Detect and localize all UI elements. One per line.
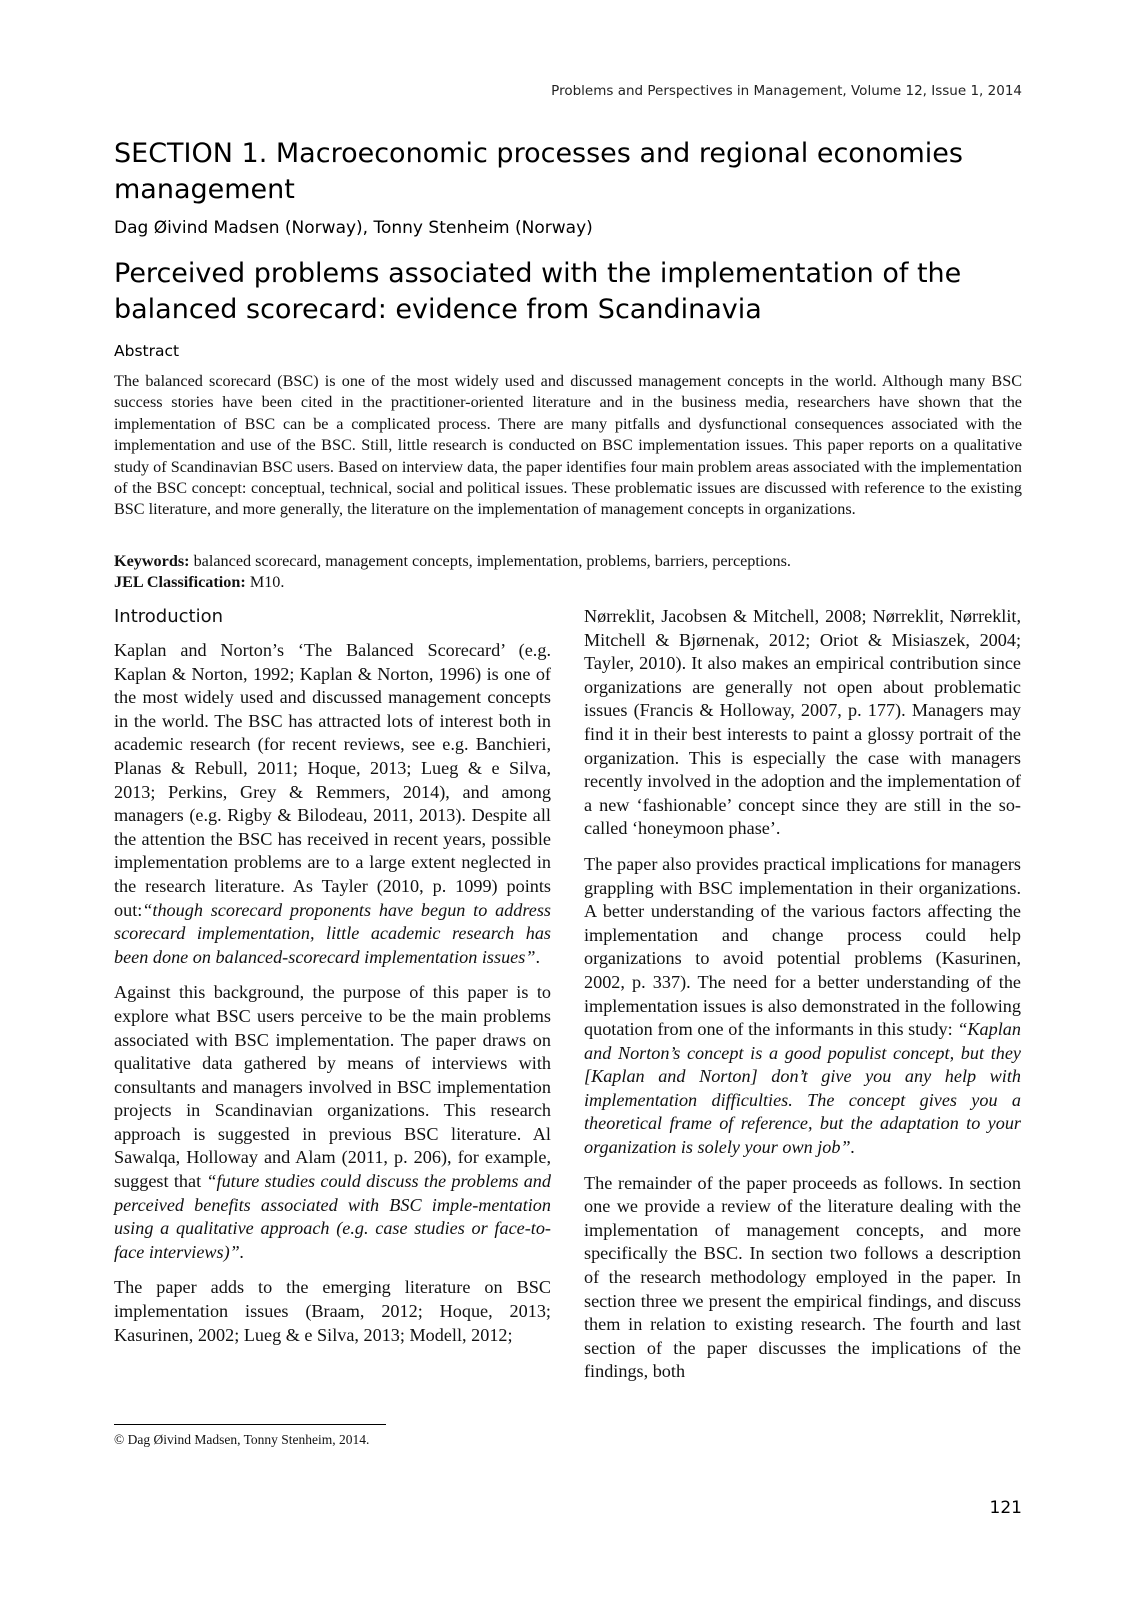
- keywords-block: [114, 551, 1022, 594]
- page-number: 121: [989, 1498, 1022, 1518]
- keywords-value: balanced scorecard, management concepts, implementation, problems, barriers, perceptions.: [189, 552, 791, 570]
- left-column: [114, 605, 551, 1359]
- left-paragraph-1: [114, 639, 551, 969]
- running-header: Problems and Perspectives in Management, Volume 12, Issue 1, 2014: [551, 83, 1022, 99]
- jel-value: M10.: [245, 573, 285, 592]
- left-p2-quote: “future studies could discuss the problems and perceived benefits associated with BSC imple-mentation using a qualitative approach (e.g. case studies or face-to-face interviews)”.: [114, 1171, 551, 1262]
- right-paragraph-3: The remainder of the paper proceeds as follows. In section one we provide a review of the literature dealing with the implementation of management concepts, and more specifically the BSC. In section two follows a description of the research methodology employed in the paper. In section three we present the empirical findings, and discuss them in relation to existing research. The fourth and last section of the paper discusses the implications of the findings, both: [584, 1172, 1021, 1382]
- jel-line: [114, 572, 1022, 593]
- abstract-text: The balanced scorecard (BSC) is one of the most widely used and discussed management concepts in the world. Although many BSC success stories have been cited in the practitioner-oriented literature and in the business media, researchers have shown that the implementation of BSC can be a complicated process. There are many pitfalls and dysfunctional consequences associated with the implementation and use of the BSC. Still, little research is conducted on BSC implementation issues. This paper reports on a qualitative study of Scandinavian BSC users. Based on interview data, the paper identifies four main problem areas associated with the implementation of the BSC concept: conceptual, technical, social and political issues. These problematic issues are discussed with reference to the existing BSC literature, and more generally, the literature on the implementation of management concepts in organizations.: [114, 372, 1022, 519]
- keywords-label: Keywords:: [114, 552, 190, 570]
- footnote: © Dag Øivind Madsen, Tonny Stenheim, 2014.: [114, 1432, 370, 1447]
- jel-label: JEL Classification:: [114, 573, 246, 592]
- left-paragraph-2: [114, 981, 551, 1264]
- keywords-line: [114, 551, 1022, 572]
- section-title: SECTION 1. Macroeconomic processes and regional economies management: [114, 138, 963, 205]
- left-paragraph-3: The paper adds to the emerging literature on BSC implementation issues (Braam, 2012; Hoque, 2013; Kasurinen, 2002; Lueg & e Silva, 2013; Modell, 2012;: [114, 1277, 551, 1345]
- abstract-heading: Abstract: [114, 342, 180, 360]
- left-p1-text: Kaplan and Norton’s ‘The Balanced Scorecard’ (e.g. Kaplan & Norton, 1992; Kaplan & Norton, 1996) is one of the most widely used and discussed management concepts in the world. The BSC has attracted lots of interest both in academic research (for recent reviews, see e.g. Banchieri, Planas & Rebull, 2011; Hoque, 2013; Lueg & e Silva, 2013; Perkins, Grey & Remmers, 2014), and among managers (e.g. Rigby & Bilodeau, 2011, 2013). Despite all the attention the BSC has received in recent years, possible implementation problems are to a large extent neglected in the research literature. As Tayler (2010, p. 1099) points out:: [114, 640, 551, 920]
- paper-title: Perceived problems associated with the implementation of the balanced scorecard: evidence from Scandinavia: [114, 258, 962, 325]
- authors: Dag Øivind Madsen (Norway), Tonny Stenheim (Norway): [114, 218, 593, 238]
- right-paragraph-1: Nørreklit, Jacobsen & Mitchell, 2008; Nørreklit, Nørreklit, Mitchell & Bjørnenak, 2012; Oriot & Misiaszek, 2004; Tayler, 2010). It also makes an empirical contribution since organizations are generally not open about problematic issues (Francis & Holloway, 2007, p. 177). Managers may find it in their best interests to paint a glossy portrait of the organization. This is especially the case with managers recently involved in the adoption and the implementation of a new ‘fashionable’ concept since they are still in the so-called ‘honeymoon phase’.: [584, 606, 1021, 839]
- introduction-heading: Introduction: [114, 606, 224, 627]
- right-column: [584, 605, 1021, 1396]
- footnote-rule: [114, 1424, 386, 1425]
- left-p2-text: Against this background, the purpose of this paper is to explore what BSC users perceive to be the main problems associated with BSC implementation. The paper draws on qualitative data gathered by means of interviews with consultants and managers involved in BSC implementation projects in Scandinavian organizations. This research approach is suggested in previous BSC literature. Al Sawalqa, Holloway and Alam (2011, p. 206), for example, suggest that: [114, 982, 551, 1192]
- right-p2-text: The paper also provides practical implications for managers grappling with BSC implementation in their organizations. A better understanding of the various factors affecting the implementation and change process could help organizations to avoid potential problems (Kasurinen, 2002, p. 337). The need for a better understanding of the implementation issues is also demonstrated in the following quotation from one of the informants in this study:: [584, 853, 1021, 1040]
- left-p1-end: .: [535, 946, 540, 967]
- left-p1-quote: “though scorecard proponents have begun to address scorecard implementation, little academic research has been done on balanced-scorecard implementation issues”: [114, 899, 551, 967]
- right-p2-quote: “Kaplan and Norton’s concept is a good populist concept, but they [Kaplan and Norton] don’t give you any help with implementation difficulties. The concept gives you a theoretical frame of reference, but the adaptation to your organization is solely your own job”.: [584, 1019, 1021, 1158]
- right-paragraph-2: [584, 853, 1021, 1160]
